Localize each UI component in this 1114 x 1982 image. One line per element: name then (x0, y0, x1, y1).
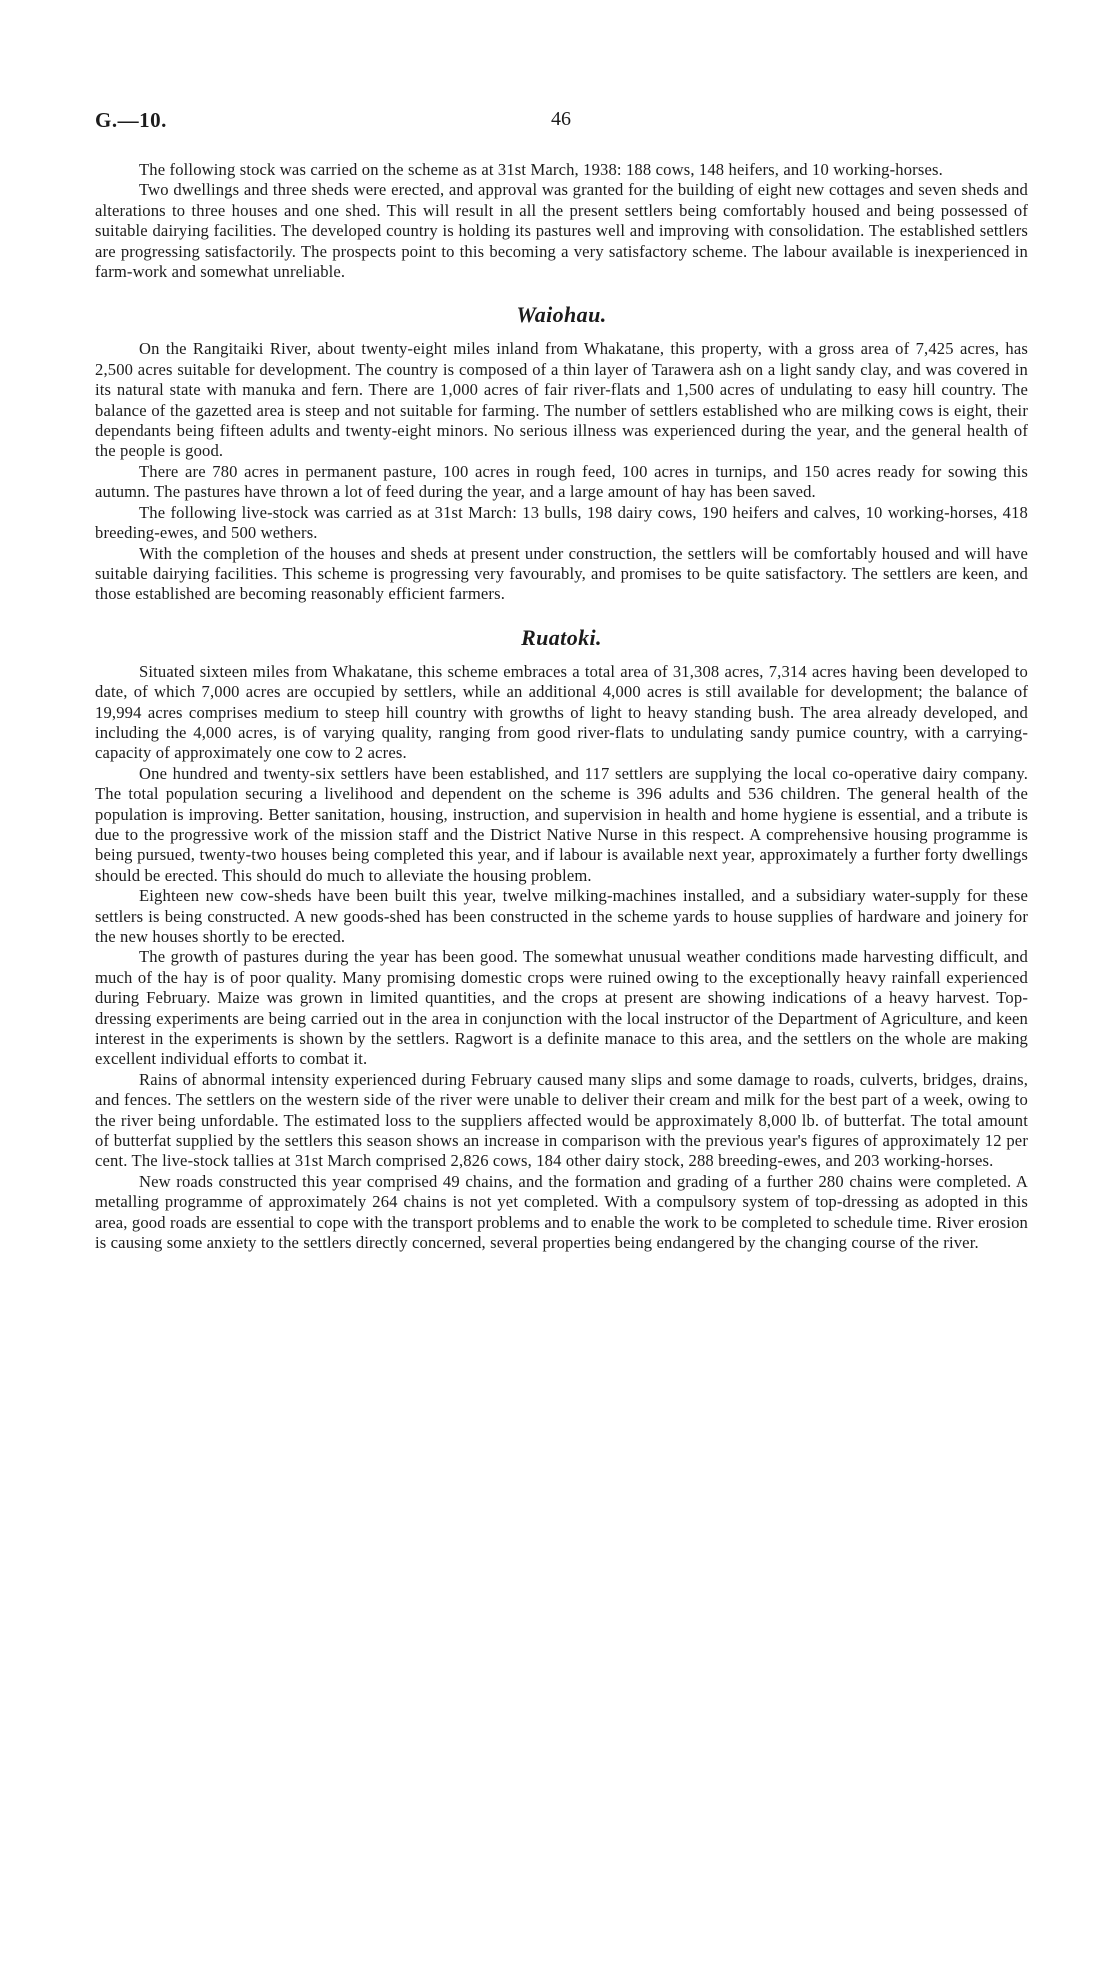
ruatoki-paragraph: New roads constructed this year comprised 49 chains, and the formation and grading of a further 280 chains were completed. A metalling programme of approximately 264 chains is not yet completed. With a compulsory system of top-dressing as adopted in this area, good roads are essential to cope with the transport problems and to enable the work to be completed to schedule time. River erosion is causing some anxiety to the settlers directly concerned, several properties being endangered by the changing course of the river. (95, 1171, 1028, 1253)
page-number: 46 (551, 108, 571, 130)
section-title-ruatoki: Ruatoki. (521, 624, 602, 650)
page-header (95, 108, 1055, 138)
ruatoki-paragraph: Rains of abnormal intensity experienced during February caused many slips and some damage to roads, culverts, bridges, drains, and fences. The settlers on the western side of the river were unable to deliver their cream and milk for the best part of a week, owing to the river being unfordable. The estimated loss to the suppliers affected would be approximately 8,000 lb. of butterfat. The total amount of butterfat supplied by the settlers this season shows an increase in comparison with the previous year's figures of approximately 12 per cent. The live-stock tallies at 31st March comprised 2,826 cows, 184 other dairy stock, 288 breeding-ewes, and 203 working-horses. (95, 1069, 1028, 1171)
intro-paragraph: Two dwellings and three sheds were erected, and approval was granted for the building of eight new cottages and seven sheds and alterations to three houses and one shed. This will result in all the present settlers being comfortably housed and being possessed of suitable dairying facilities. The developed country is holding its pastures well and improving with consolidation. The established settlers are progressing satisfactorily. The prospects point to this becoming a very satisfactory scheme. The labour available is inexperienced in farm-work and somewhat unreliable. (95, 180, 1028, 282)
ruatoki-section (95, 624, 1028, 1254)
page-body (95, 160, 1028, 1254)
intro-section (95, 160, 1028, 282)
intro-paragraph: The following stock was carried on the scheme as at 31st March, 1938: 188 cows, 148 heifers, and 10 working-horses. (139, 160, 943, 179)
ruatoki-paragraph: The growth of pastures during the year has been good. The somewhat unusual weather conditions made harvesting difficult, and much of the hay is of poor quality. Many promising domestic crops were ruined owing to the exceptionally heavy rainfall experienced during February. Maize was grown in limited quantities, and the crops at present are showing indications of a heavy harvest. Top-dressing experiments are being carried out in the area in conjunction with the local instructor of the Department of Agriculture, and keen interest in the experiments is shown by the settlers. Ragwort is a definite manace to this area, and the settlers on the whole are making excellent individual efforts to combat it. (95, 947, 1028, 1069)
waiohau-paragraph: With the completion of the houses and sheds at present under construction, the settlers will be comfortably housed and will have suitable dairying facilities. This scheme is progressing very favourably, and promises to be quite satisfactory. The settlers are keen, and those established are becoming reasonably efficient farmers. (95, 543, 1028, 604)
ruatoki-paragraph: One hundred and twenty-six settlers have been established, and 117 settlers are supplying the local co-operative dairy company. The total population securing a livelihood and dependent on the scheme is 396 adults and 536 children. The general health of the population is improving. Better sanitation, housing, instruction, and supervision in health and home hygiene is essential, and a tribute is due to the progressive work of the mission staff and the District Native Nurse in this respect. A comprehensive housing programme is being pursued, twenty-two houses being completed this year, and if labour is available next year, approximately a further forty dwellings should be erected. This should do much to alleviate the housing problem. (95, 763, 1028, 885)
waiohau-paragraph: On the Rangitaiki River, about twenty-eight miles inland from Whakatane, this property, with a gross area of 7,425 acres, has 2,500 acres suitable for development. The country is composed of a thin layer of Tarawera ash on a light sandy clay, and was covered in its natural state with manuka and fern. There are 1,000 acres of fair river-flats and 1,500 acres of undulating to easy hill country. The balance of the gazetted area is steep and not suitable for farming. The number of settlers established who are milking cows is eight, their dependants being fifteen adults and twenty-eight minors. No serious illness was experienced during the year, and the general health of the people is good. (95, 339, 1028, 461)
waiohau-section (95, 301, 1028, 604)
waiohau-paragraph: There are 780 acres in permanent pasture, 100 acres in rough feed, 100 acres in turnips, and 150 acres ready for sowing this autumn. The pastures have thrown a lot of feed during the year, and a large amount of hay has been saved. (95, 461, 1028, 502)
ruatoki-paragraph: Situated sixteen miles from Whakatane, this scheme embraces a total area of 31,308 acres, 7,314 acres having been developed to date, of which 7,000 acres are occupied by settlers, while an additional 4,000 acres is still available for development; the balance of 19,994 acres comprises medium to steep hill country with growths of light to heavy standing bush. The area already developed, and including the 4,000 acres, is of varying quality, ranging from good river-flats to undulating sandy pumice country, with a carrying-capacity of approximately one cow to 2 acres. (95, 661, 1028, 763)
section-title-waiohau: Waiohau. (516, 302, 607, 328)
waiohau-paragraph: The following live-stock was carried as at 31st March: 13 bulls, 198 dairy cows, 190 heifers and calves, 10 working-horses, 418 breeding-ewes, and 500 wethers. (95, 502, 1028, 543)
document-reference: G.—10. (95, 108, 167, 132)
ruatoki-paragraph: Eighteen new cow-sheds have been built this year, twelve milking-machines installed, and a subsidiary water-supply for these settlers is being constructed. A new goods-shed has been constructed in the scheme yards to house supplies of hardware and joinery for the new houses shortly to be erected. (95, 886, 1028, 946)
